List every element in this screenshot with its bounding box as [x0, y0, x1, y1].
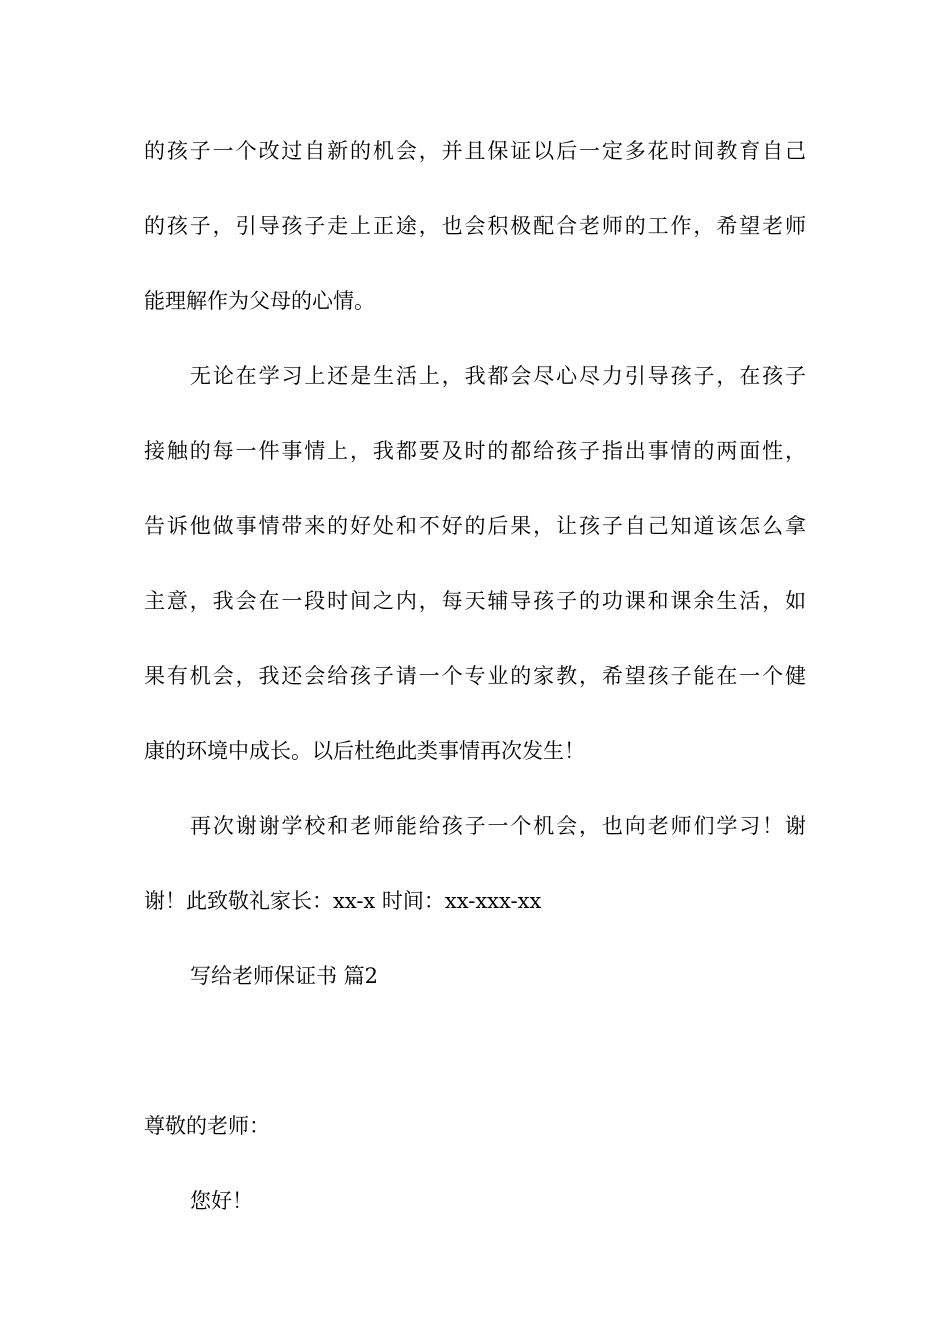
paragraph-line: 能理解作为父母的心情。 — [144, 289, 375, 313]
signature-line: 谢！此致敬礼家长：xx-x 时间：xx-xxx-xx — [144, 889, 542, 913]
paragraph-line: 接触的每一件事情上，我都要及时的都给孩子指出事情的两面性， — [144, 439, 806, 463]
paragraph-line: 无论在学习上还是生活上，我都会尽心尽力引导孩子，在孩子 — [190, 364, 806, 388]
paragraph-line: 康的环境中成长。以后杜绝此类事情再次发生！ — [144, 739, 585, 763]
paragraph-line: 再次谢谢学校和老师能给孩子一个机会，也向老师们学习！谢 — [190, 814, 806, 838]
paragraph-line: 主意，我会在一段时间之内，每天辅导孩子的功课和课余生活，如 — [144, 589, 806, 613]
paragraph-line: 的孩子，引导孩子走上正途，也会积极配合老师的工作，希望老师 — [144, 214, 806, 238]
paragraph-line: 告诉他做事情带来的好处和不好的后果，让孩子自己知道该怎么拿 — [144, 514, 806, 538]
salutation: 尊敬的老师： — [144, 1114, 270, 1138]
section-heading: 写给老师保证书 篇2 — [190, 964, 379, 988]
paragraph-line: 的孩子一个改过自新的机会，并且保证以后一定多花时间教育自己 — [144, 139, 806, 163]
paragraph-line: 果有机会，我还会给孩子请一个专业的家教，希望孩子能在一个健 — [144, 664, 806, 688]
greeting: 您好！ — [190, 1189, 253, 1213]
